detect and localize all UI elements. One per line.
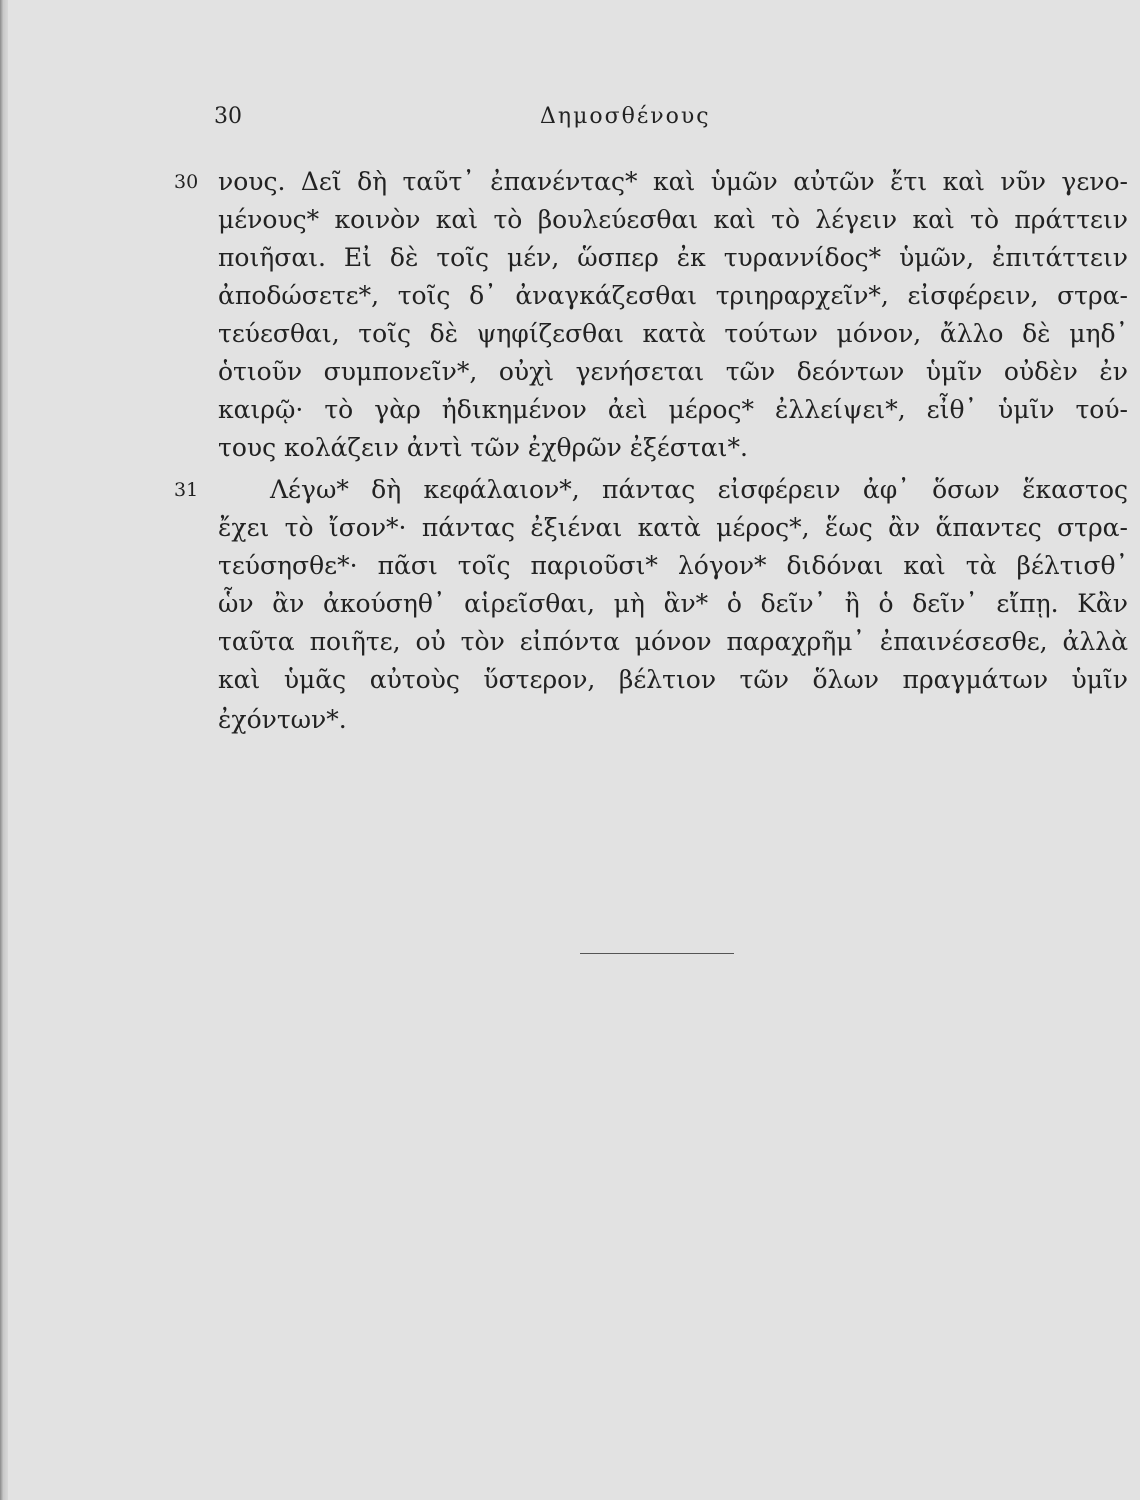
text-line: καιρῷ· τὸ γὰρ ἠδικημένον ἀεὶ μέρος* ἐλλείψει*, εἶθ᾽ ὑμῖν τού-: [218, 395, 1128, 424]
text-line: Λέγω* δὴ κεφάλαιον*, πάντας εἰσφέρειν ἀφ᾽ ὅσων ἕκαστος: [270, 475, 1128, 504]
text-line: ποιῆσαι. Εἰ δὲ τοῖς μέν, ὥσπερ ἐκ τυραννίδος* ὑμῶν, ἐπιτάττειν: [218, 243, 1128, 272]
text-line: νους. Δεῖ δὴ ταῦτ᾽ ἐπανέντας* καὶ ὑμῶν αὐτῶν ἔτι καὶ νῦν γενο-: [218, 167, 1128, 196]
text-line: τους κολάζειν ἀντὶ τῶν ἐχθρῶν ἐξέσται*.: [218, 433, 748, 462]
text-line: ἔχει τὸ ἴσον*· πάντας ἐξιέναι κατὰ μέρος*, ἕως ἂν ἅπαντες στρα-: [218, 513, 1128, 542]
text-line: ταῦτα ποιῆτε, οὐ τὸν εἰπόντα μόνον παραχρῆμ᾽ ἐπαινέσεσθε, ἀλλὰ: [218, 627, 1128, 656]
text-line: τεύεσθαι, τοῖς δὲ ψηφίζεσθαι κατὰ τούτων μόνον, ἄλλο δὲ μηδ᾽: [218, 319, 1128, 348]
section-number-30: 30: [174, 171, 199, 193]
text-line: ἀποδώσετε*, τοῖς δ᾽ ἀναγκάζεσθαι τριηραρχεῖν*, εἰσφέρειν, στρα-: [218, 281, 1128, 310]
text-line: τεύσησθε*· πᾶσι τοῖς παριοῦσι* λόγον* διδόναι καὶ τὰ βέλτισθ᾽: [218, 551, 1128, 580]
page-binding-edge: [0, 0, 8, 1500]
page-header: [0, 100, 1140, 140]
section-end-rule: [580, 953, 734, 954]
text-line: μένους* κοινὸν καὶ τὸ βουλεύεσθαι καὶ τὸ λέγειν καὶ τὸ πράττειν: [218, 205, 1128, 234]
text-line: ὧν ἂν ἀκούσηθ᾽ αἱρεῖσθαι, μὴ ἃν* ὁ δεῖν᾽ ἢ ὁ δεῖν᾽ εἴπῃ. Κἂν: [218, 589, 1128, 618]
text-line: ὁτιοῦν συμπονεῖν*, οὐχὶ γενήσεται τῶν δεόντων ὑμῖν οὐδὲν ἐν: [218, 357, 1128, 386]
text-line: ἐχόντων*.: [218, 705, 347, 734]
running-head: Δημοσθένους: [540, 104, 711, 129]
page-number: 30: [214, 104, 242, 129]
text-line: καὶ ὑμᾶς αὐτοὺς ὕστερον, βέλτιον τῶν ὅλων πραγμάτων ὑμῖν: [218, 665, 1128, 694]
section-number-31: 31: [174, 479, 199, 501]
